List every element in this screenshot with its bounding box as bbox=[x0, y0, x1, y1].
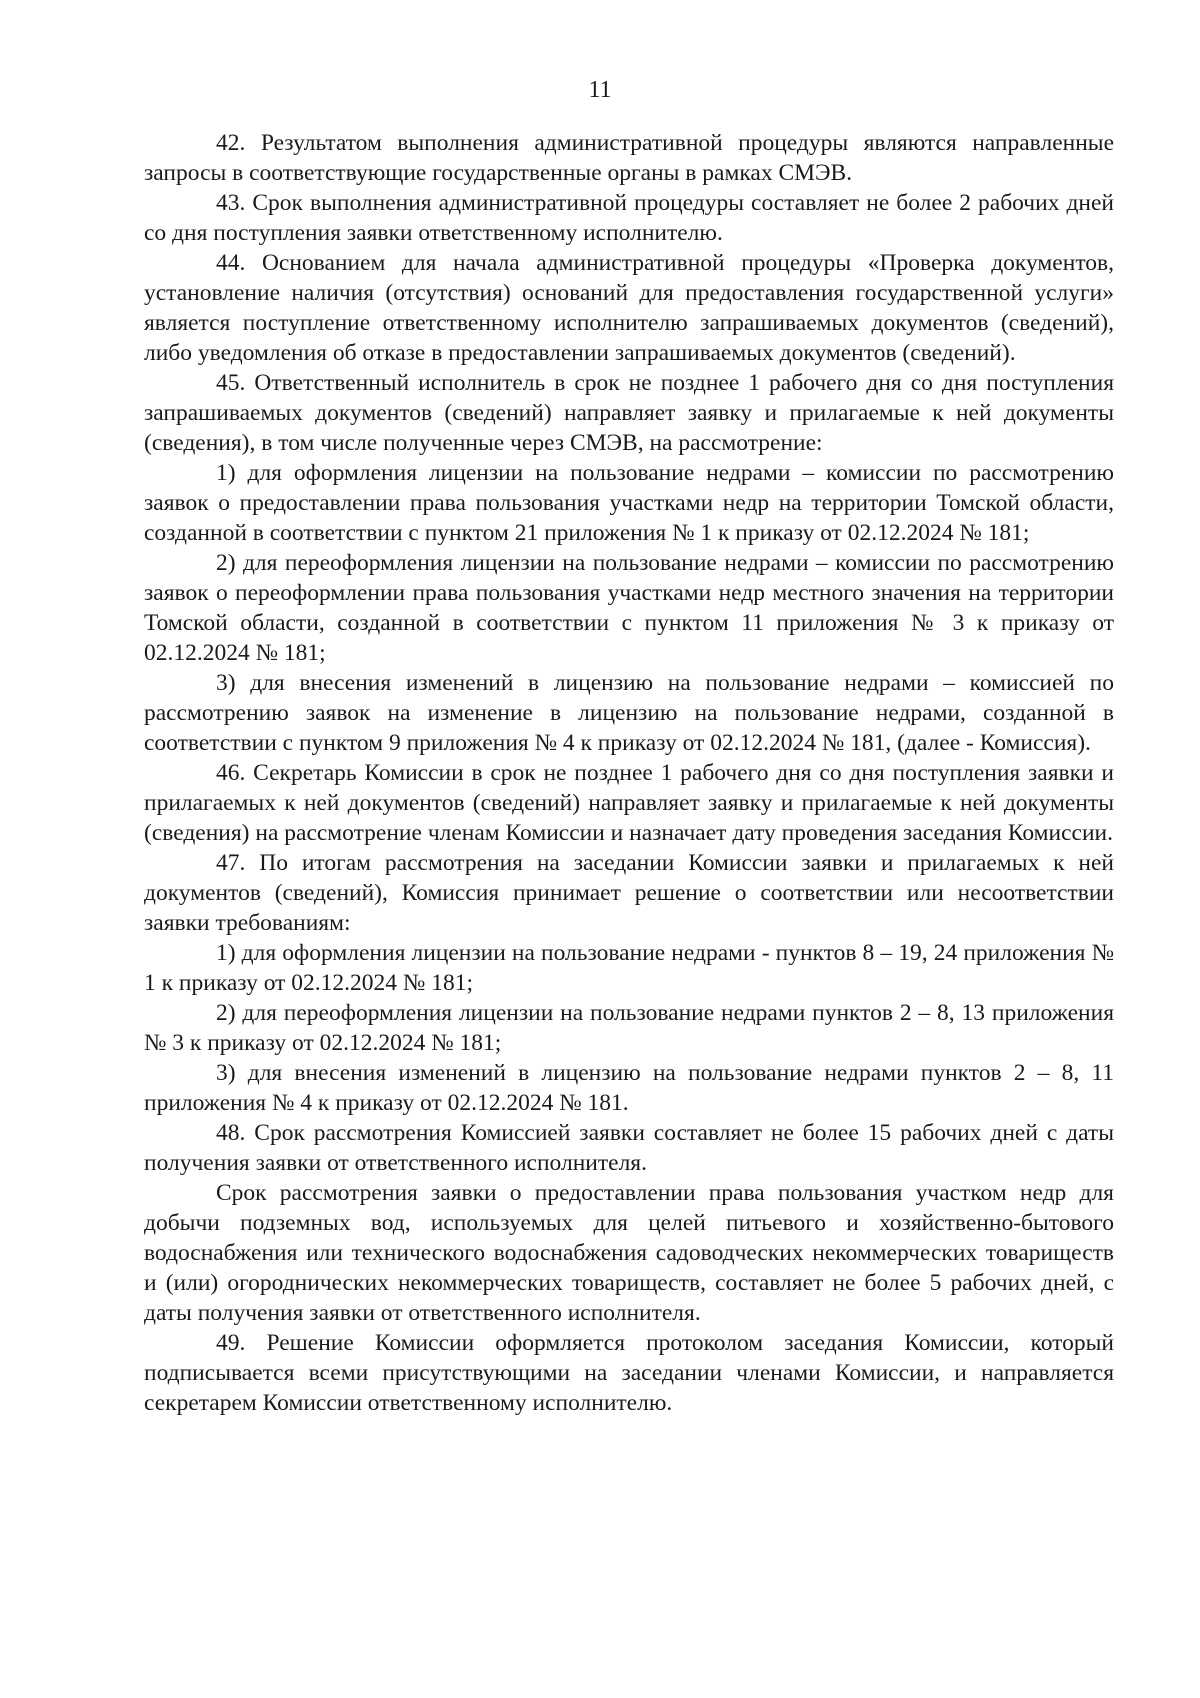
paragraph-43: 43. Срок выполнения административной процедуры составляет не более 2 рабочих дней со дня поступления заявки ответственному исполнителю. bbox=[144, 190, 1114, 246]
paragraph-48-continued: Срок рассмотрения заявки о предоставлении права пользования участком недр для добычи подземных вод, используемых для целей питьевого и хозяйственно-бытового водоснабжения или технического водоснабжения садоводческих некоммерческих товариществ и (или) огороднических некоммерческих товариществ, составляет не более 5 рабочих дней, с даты получения заявки от ответственного исполнителя. bbox=[144, 1180, 1114, 1326]
list-item-47-2: 2) для переоформления лицензии на пользование недрами пунктов 2 – 8, 13 приложения № 3 к приказу от 02.12.2024 № 181; bbox=[144, 1000, 1114, 1056]
list-item-47-3: 3) для внесения изменений в лицензию на пользование недрами пунктов 2 – 8, 11 приложения № 4 к приказу от 02.12.2024 № 181. bbox=[144, 1060, 1114, 1116]
paragraph-45: 45. Ответственный исполнитель в срок не позднее 1 рабочего дня со дня поступления запрашиваемых документов (сведений) направляет заявку и прилагаемые к ней документы (сведения), в том числе полученные через СМЭВ, на рассмотрение: bbox=[144, 370, 1114, 456]
list-item-45-2: 2) для переоформления лицензии на пользование недрами – комиссии по рассмотрению заявок о переоформлении права пользования участками недр местного значения на территории Томской области, созданной в соответствии с пунктом 11 приложения № 3 к приказу от 02.12.2024 № 181; bbox=[144, 550, 1114, 666]
paragraph-49: 49. Решение Комиссии оформляется протоколом заседания Комиссии, который подписывается всеми присутствующими на заседании членами Комиссии, и направляется секретарем Комиссии ответственному исполнителю. bbox=[144, 1330, 1114, 1416]
list-item-45-1: 1) для оформления лицензии на пользование недрами – комиссии по рассмотрению заявок о предоставлении права пользования участками недр на территории Томской области, созданной в соответствии с пунктом 21 приложения № 1 к приказу от 02.12.2024 № 181; bbox=[144, 460, 1114, 546]
document-body bbox=[144, 128, 1114, 1418]
list-item-45-3: 3) для внесения изменений в лицензию на пользование недрами – комиссией по рассмотрению заявок на изменение в лицензию на пользование недрами, созданной в соответствии с пунктом 9 приложения № 4 к приказу от 02.12.2024 № 181, (далее - Комиссия). bbox=[144, 670, 1114, 756]
paragraph-47: 47. По итогам рассмотрения на заседании Комиссии заявки и прилагаемых к ней документов (сведений), Комиссия принимает решение о соответствии или несоответствии заявки требованиям: bbox=[144, 850, 1114, 936]
paragraph-48: 48. Срок рассмотрения Комиссией заявки составляет не более 15 рабочих дней с даты получения заявки от ответственного исполнителя. bbox=[144, 1120, 1114, 1176]
page-number: 11 bbox=[588, 77, 612, 103]
paragraph-46: 46. Секретарь Комиссии в срок не позднее 1 рабочего дня со дня поступления заявки и прилагаемых к ней документов (сведений) направляет заявку и прилагаемые к ней документы (сведения) на рассмотрение членам Комиссии и назначает дату проведения заседания Комиссии. bbox=[144, 760, 1114, 846]
paragraph-44: 44. Основанием для начала административной процедуры «Проверка документов, установление наличия (отсутствия) оснований для предоставления государственной услуги» является поступление ответственному исполнителю запрашиваемых документов (сведений), либо уведомления об отказе в предоставлении запрашиваемых документов (сведений). bbox=[144, 250, 1114, 366]
paragraph-42: 42. Результатом выполнения административной процедуры являются направленные запросы в соответствующие государственные органы в рамках СМЭВ. bbox=[144, 130, 1114, 186]
list-item-47-1: 1) для оформления лицензии на пользование недрами - пунктов 8 – 19, 24 приложения № 1 к приказу от 02.12.2024 № 181; bbox=[144, 940, 1114, 996]
